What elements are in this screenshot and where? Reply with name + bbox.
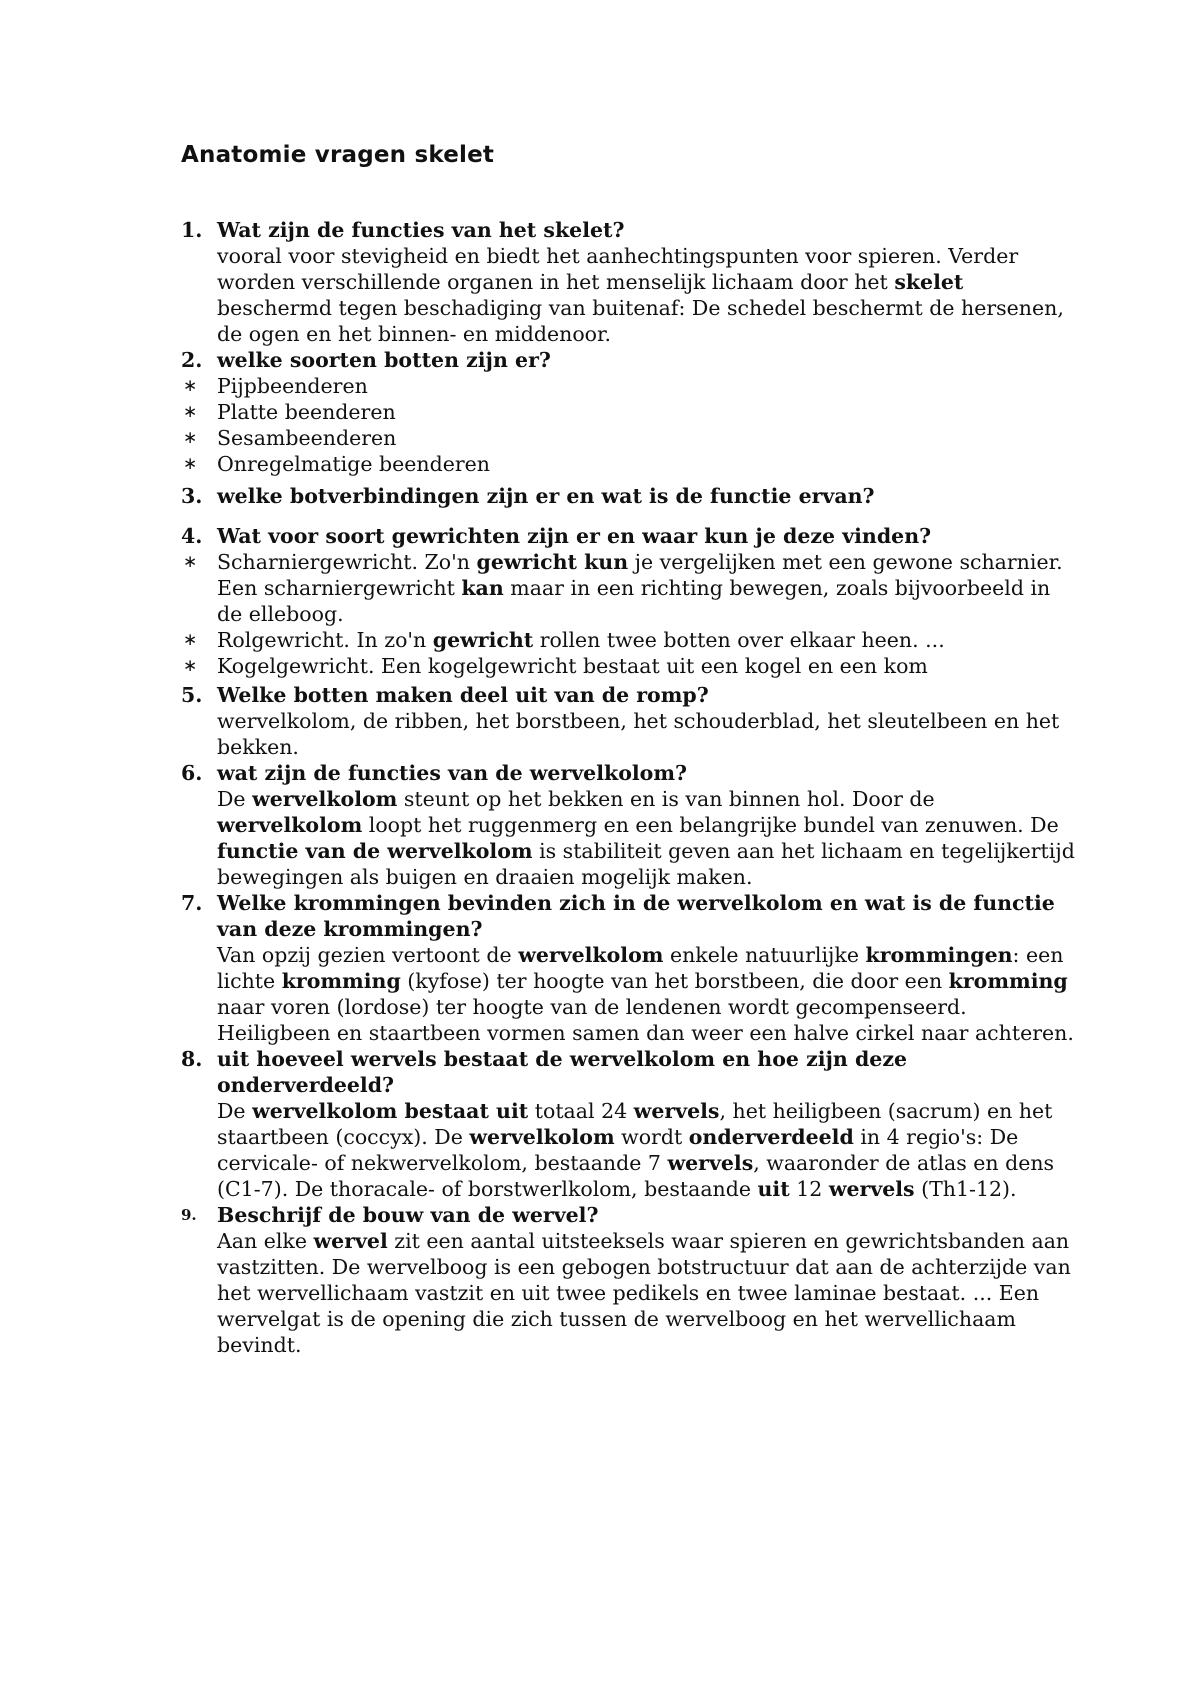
question-number: 4. (181, 524, 203, 548)
question-list (181, 217, 1081, 1358)
list-item-text: Platte beenderen (217, 400, 396, 424)
emphasis-text: skelet (894, 270, 964, 294)
list-item (181, 399, 1081, 425)
answer-text: wervelkolom, de ribben, het borstbeen, het schouderblad, het sleutelbeen en het bekken. (217, 709, 1060, 759)
question-number: 3. (181, 484, 203, 508)
emphasis-text: wervelkolom (518, 943, 664, 967)
emphasis-text: wervelkolom (469, 1125, 615, 1149)
emphasis-text: gewricht kun (476, 550, 629, 574)
emphasis-text: onderverdeeld (688, 1125, 854, 1149)
bullet-icon: ∗ (183, 428, 198, 448)
question-text: welke botverbindingen zijn er en wat is de functie ervan? (217, 484, 875, 508)
question-text: wat zijn de functies van de wervelkolom? (217, 761, 688, 785)
list-item (181, 373, 1081, 399)
question-item-8 (181, 1046, 1081, 1202)
emphasis-text: wervelkolom (252, 787, 398, 811)
question-text: Welke krommingen bevinden zich in de wervelkolom en wat is de functie van deze krommingen? (217, 891, 1055, 941)
question-text: Wat voor soort gewrichten zijn er en waar kun je deze vinden? (217, 524, 932, 548)
emphasis-text: kromming (281, 969, 401, 993)
list-item-text: Scharniergewricht. Zo'n gewricht kun je vergelijken met een gewone scharnier. Een scharniergewricht kan maar in een richting bewegen, zoals bijvoorbeeld in de elleboog. (217, 550, 1063, 626)
bullet-icon: ∗ (183, 376, 198, 396)
question-text: uit hoeveel wervels bestaat de wervelkolom en hoe zijn deze onderverdeeld? (217, 1047, 908, 1097)
list-item-text: Onregelmatige beenderen (217, 452, 490, 476)
question-text: welke soorten botten zijn er? (217, 348, 551, 372)
question-item-4 (181, 523, 1081, 549)
question-number: 1. (181, 218, 203, 242)
emphasis-text: gewricht (432, 628, 534, 652)
list-item-text: Kogelgewricht. Een kogelgewricht bestaat uit een kogel en een kom (217, 654, 928, 678)
joint-types-list (181, 549, 1081, 679)
list-item (181, 627, 1081, 653)
emphasis-text: wervelkolom (217, 813, 363, 837)
question-number: 8. (181, 1047, 203, 1071)
emphasis-text: wervels (633, 1099, 720, 1123)
question-number: 7. (181, 891, 203, 915)
bullet-icon: ∗ (183, 454, 198, 474)
emphasis-text: krommingen (865, 943, 1013, 967)
question-text: Beschrijf de bouw van de wervel? (217, 1203, 599, 1227)
question-number: 6. (181, 761, 203, 785)
question-item-3 (181, 483, 1081, 509)
emphasis-text: functie van de wervelkolom (217, 839, 533, 863)
answer-text: De wervelkolom steunt op het bekken en is van binnen hol. Door de wervelkolom loopt het ruggenmerg en een belangrijke bundel van zenuwen. De functie van de wervelkolom is stabiliteit geven aan het lichaam en tegelijkertijd bewegingen als buigen en draaien mogelijk maken. (217, 787, 1075, 889)
question-number: 5. (181, 683, 203, 707)
emphasis-text: wervels (828, 1177, 915, 1201)
list-item (181, 425, 1081, 451)
bullet-icon: ∗ (183, 656, 198, 676)
emphasis-text: uit (757, 1177, 790, 1201)
bullet-icon: ∗ (183, 552, 198, 572)
emphasis-text: wervels (667, 1151, 754, 1175)
question-text: Wat zijn de functies van het skelet? (217, 218, 625, 242)
question-number: 2. (181, 348, 203, 372)
list-item (181, 451, 1081, 477)
question-item-6 (181, 760, 1081, 890)
question-item-9 (181, 1202, 1081, 1358)
list-item-text: Pijpbeenderen (217, 374, 368, 398)
emphasis-text: wervelkolom bestaat uit (252, 1099, 529, 1123)
answer-text: Van opzij gezien vertoont de wervelkolom enkele natuurlijke krommingen: een lichte kromming (kyfose) ter hoogte van het borstbeen, die door een kromming naar voren (lordose) ter hoogte van de lendenen wordt gecompenseerd. Heiligbeen en staartbeen vormen samen dan weer een halve cirkel naar achteren. (217, 943, 1074, 1045)
list-item-text: Rolgewricht. In zo'n gewricht rollen twee botten over elkaar heen. ... (217, 628, 945, 652)
answer-text: Aan elke wervel zit een aantal uitsteeksels waar spieren en gewrichtsbanden aan vastzitten. De wervelboog is een gebogen botstructuur dat aan de achterzijde van het wervellichaam vastzit en uit twee pedikels en twee laminae bestaat. ... Een wervelgat is de opening die zich tussen de wervelboog en het wervellichaam bevindt. (217, 1229, 1071, 1357)
answer-text: De wervelkolom bestaat uit totaal 24 wervels, het heiligbeen (sacrum) en het staartbeen (coccyx). De wervelkolom wordt onderverdeeld in 4 regio's: De cervicale- of nekwervelkolom, bestaande 7 wervels, waaronder de atlas en dens (C1-7). De thoracale- of borstwerlkolom, bestaande uit 12 wervels (Th1-12). (217, 1099, 1055, 1201)
bone-types-list (181, 373, 1081, 477)
question-item-5 (181, 682, 1081, 760)
question-text: Welke botten maken deel uit van de romp? (217, 683, 709, 707)
list-item (181, 549, 1081, 627)
emphasis-text: wervel (313, 1229, 388, 1253)
bullet-icon: ∗ (183, 630, 198, 650)
list-item (181, 653, 1081, 679)
question-item-2 (181, 347, 1081, 373)
answer-text: vooral voor stevigheid en biedt het aanhechtingspunten voor spieren. Verder worden verschillende organen in het menselijk lichaam door het skelet beschermd tegen beschadiging van buitenaf: De schedel beschermt de hersenen, de ogen en het binnen- en middenoor. (217, 244, 1064, 346)
page-title: Anatomie vragen skelet (181, 142, 495, 168)
question-item-7 (181, 890, 1081, 1046)
list-item-text: Sesambeenderen (217, 426, 397, 450)
bullet-icon: ∗ (183, 402, 198, 422)
question-number: 9. (181, 1206, 197, 1224)
emphasis-text: kan (461, 576, 504, 600)
emphasis-text: kromming (948, 969, 1068, 993)
question-item-1 (181, 217, 1081, 347)
